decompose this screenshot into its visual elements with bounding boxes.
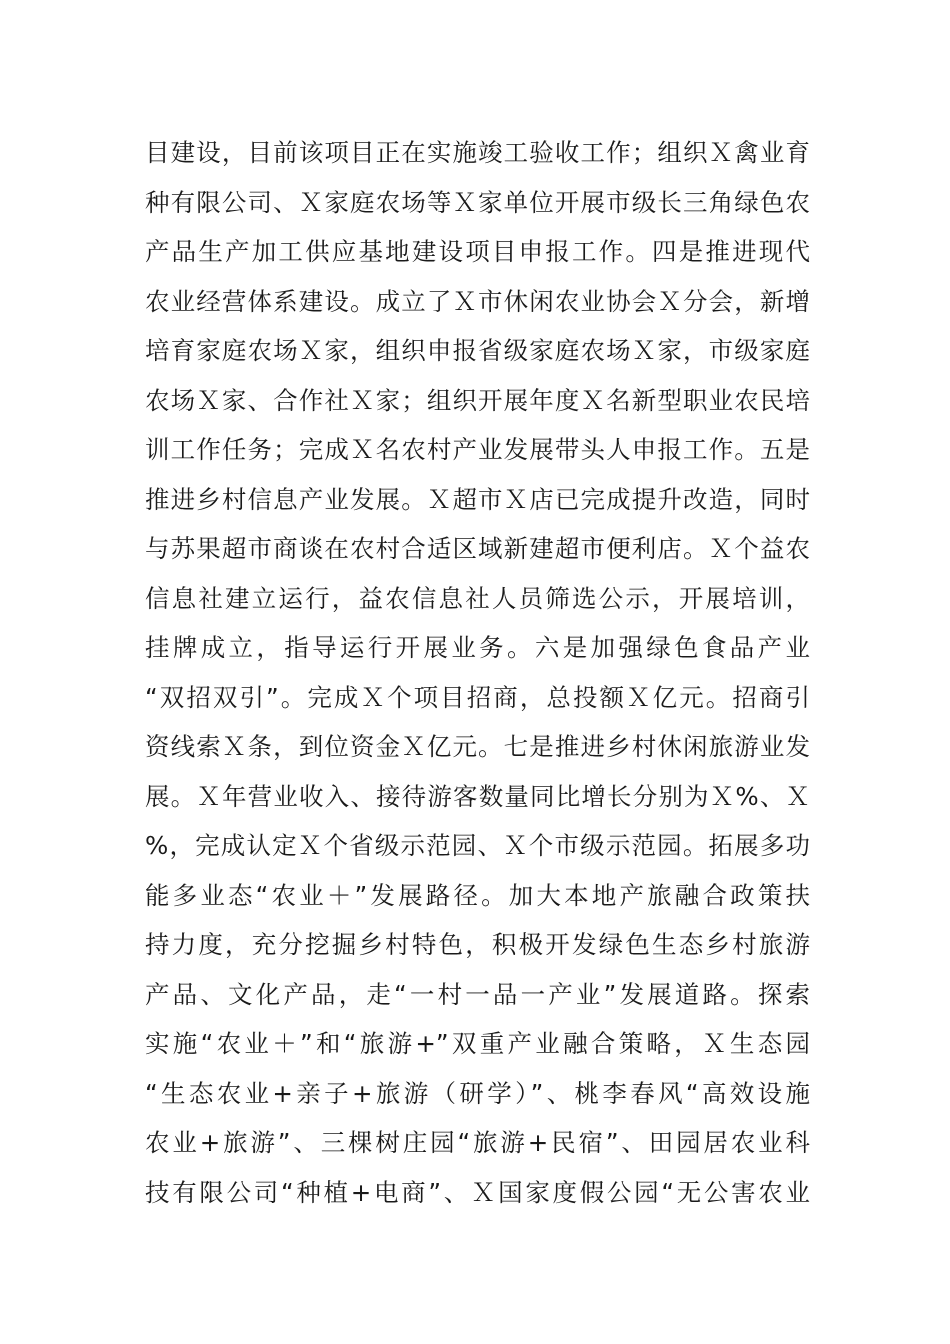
text-line: %，完成认定Ｘ个省级示范园、Ｘ个市级示范园。拓展多功 (145, 831, 810, 860)
text-line: 展。Ｘ年营业收入、接待游客数量同比增长分别为Ｘ%、Ｘ (145, 781, 810, 811)
text-line: 培育家庭农场Ｘ家，组织申报省级家庭农场Ｘ家，市级家庭 (145, 336, 810, 365)
text-line: 产品、文化产品，走“一村一品一产业”发展道路。探索 (145, 979, 810, 1009)
text-line: 与苏果超市商谈在农村合适区域新建超市便利店。Ｘ个益农 (145, 534, 810, 563)
text-line: 训工作任务；完成Ｘ名农村产业发展带头人申报工作。五是 (145, 435, 810, 464)
text-line: 农业经营体系建设。成立了Ｘ市休闲农业协会Ｘ分会，新增 (145, 286, 810, 316)
text-line: 挂牌成立，指导运行开展业务。六是加强绿色食品产业 (145, 633, 810, 662)
text-line: 技有限公司“种植+电商”、Ｘ国家度假公园“无公害农业 (145, 1177, 810, 1207)
text-line: 农业+旅游”、三棵树庄园“旅游+民宿”、田园居农业科 (145, 1128, 810, 1157)
text-line: 推进乡村信息产业发展。Ｘ超市Ｘ店已完成提升改造，同时 (145, 484, 810, 514)
text-line: 资线索Ｘ条，到位资金Ｘ亿元。七是推进乡村休闲旅游业发 (145, 732, 810, 761)
text-line: 产品生产加工供应基地建设项目申报工作。四是推进现代 (145, 237, 810, 266)
text-line: 实施“农业＋”和“旅游+”双重产业融合策略，Ｘ生态园 (145, 1029, 810, 1058)
text-line: 目建设，目前该项目正在实施竣工验收工作；组织Ｘ禽业育 (145, 138, 810, 167)
body-paragraph (145, 128, 810, 1217)
text-line: 能多业态“农业＋”发展路径。加大本地产旅融合政策扶 (145, 880, 810, 910)
text-line: “双招双引”。完成Ｘ个项目招商，总投额Ｘ亿元。招商引 (145, 682, 810, 712)
text-line: 信息社建立运行，益农信息社人员筛选公示，开展培训， (145, 583, 810, 613)
text-line: 农场Ｘ家、合作社Ｘ家；组织开展年度Ｘ名新型职业农民培 (145, 385, 810, 415)
text-line: “生态农业+亲子+旅游（研学）”、桃李春风“高效设施 (145, 1078, 810, 1108)
text-line: 持力度，充分挖掘乡村特色，积极开发绿色生态乡村旅游 (145, 930, 810, 959)
text-line: 种有限公司、Ｘ家庭农场等Ｘ家单位开展市级长三角绿色农 (145, 187, 810, 217)
